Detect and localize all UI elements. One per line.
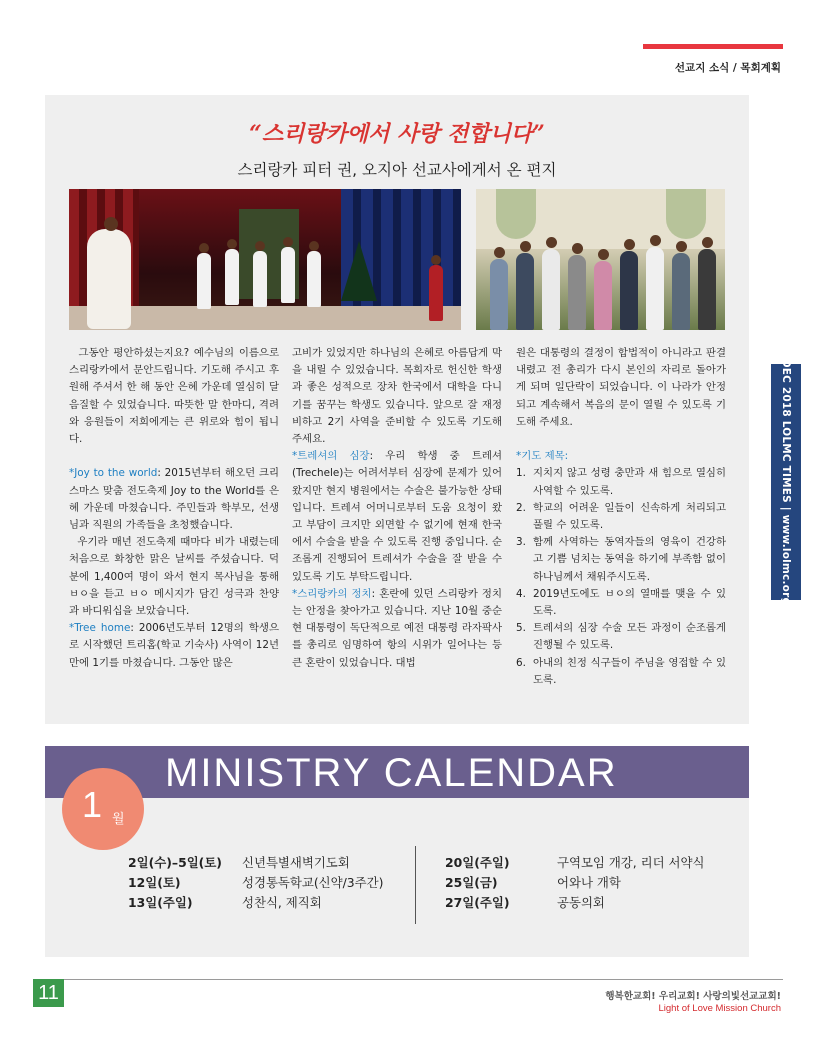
photo-group-person — [490, 259, 508, 330]
photo-performer-head — [255, 241, 265, 251]
side-tab-text: DEC 2018 LOLMC TIMES | www.lolmc.org — [780, 358, 792, 606]
photo-group-person — [516, 253, 534, 330]
tree-paragraph — [69, 620, 279, 672]
rain-text: 우기라 매년 전도축제 때마다 비가 내렸는데 처음으로 화창한 맑은 날씨를 주셨습니다. 덕분에 1,400여 명이 와서 현지 목사님을 통해 ㅂㅇ을 듣고 ㅂㅇ 메시지가 담긴 성극과 찬양과 바디워십을 보았습니다. — [69, 536, 280, 618]
photo-group-person — [672, 253, 690, 330]
calendar-date: 20일(주일) — [445, 855, 510, 870]
tree-continued: 고비가 있었지만 하나님의 은혜로 아름답게 막을 내릴 수 있었습니다. 목회자로 헌신한 학생과 좋은 성적으로 장차 한국에서 대학을 다니기를 꿈꾸는 학생도 있습니다. 앞으로 잘 재정비하고 2기 사역을 준비할 수 있도록 기도해 주세요. — [292, 347, 502, 446]
calendar-divider — [415, 846, 416, 924]
politics-heading: *스리랑카의 정치 — [292, 587, 372, 600]
tree-heading: *Tree home — [69, 622, 131, 635]
calendar-event: 성찬식, 제직회 — [242, 895, 322, 910]
calendar-date: 2일(수)–5일(토) — [128, 855, 222, 870]
photo-group-head — [572, 243, 583, 254]
politics-text: : 혼란에 있던 스리랑카 정치는 안정을 찾아가고 있습니다. 지난 10월 중순 현 대통령이 독단적으로 예전 대통령 라자팍사를 총리로 임명하여 항의 시위가 일어나는 등 큰 혼란이 있었습니다. 대법 — [292, 587, 503, 669]
calendar-title: MINISTRY CALENDAR — [165, 751, 618, 795]
joy-paragraph — [69, 465, 279, 534]
photo-performer-head — [199, 243, 209, 253]
rain-paragraph — [69, 534, 279, 620]
prayer-item: 6. 아내의 친정 식구들이 주님을 영접할 수 있도록. — [516, 656, 726, 686]
photo-group-head — [702, 237, 713, 248]
photo-group-head — [494, 247, 505, 258]
calendar-banner — [45, 746, 749, 798]
intro-paragraph — [69, 345, 279, 448]
photo-performer-head — [283, 237, 293, 247]
photo-group-person — [594, 261, 612, 330]
prayer-item: 4. 2019년도에도 ㅂㅇ의 열매를 맺을 수 있도록. — [516, 587, 726, 618]
photo-performer — [253, 251, 267, 307]
photo-performer — [225, 249, 239, 305]
prayer-title: *기도 제목: — [516, 450, 569, 463]
month-badge — [62, 768, 144, 850]
article-column-3 — [516, 345, 726, 689]
calendar-event: 신년특별새벽기도회 — [242, 855, 350, 870]
calendar-date: 25일(금) — [445, 875, 498, 890]
prayer-item: 2. 학교의 어려운 일들이 신속하게 처리되고 풀릴 수 있도록. — [516, 501, 726, 532]
calendar-date: 12일(토) — [128, 875, 181, 890]
ministry-calendar — [45, 746, 749, 957]
heart-heading: *트레셔의 심장 — [292, 450, 370, 463]
photo-dancer-head — [104, 217, 118, 231]
group-photo — [476, 189, 725, 330]
prayer-list — [516, 465, 726, 689]
prayer-item: 1. 지치지 않고 성령 충만과 새 힘으로 열심히 사역할 수 있도록. — [516, 467, 726, 497]
article-title: “스리랑카에서 사랑 전합니다” — [249, 121, 545, 147]
photo-performer-head — [227, 239, 237, 249]
month-unit: 월 — [112, 812, 125, 827]
photo-speaker-head — [431, 255, 441, 265]
heart-paragraph — [292, 448, 502, 586]
calendar-event: 구역모임 개강, 리더 서약식 — [557, 855, 705, 870]
photo-group-person — [620, 251, 638, 330]
photo-group-head — [598, 249, 609, 260]
photo-group-person — [542, 249, 560, 330]
calendar-event: 어와나 개학 — [557, 875, 621, 890]
prayer-item: 3. 함께 사역하는 동역자들의 영육이 건강하고 기쁨 넘치는 동역을 하기에 부족함 없이 하나님께서 채워주시도록. — [516, 536, 726, 583]
photo-group-head — [520, 241, 531, 252]
joy-text: : 2015년부터 해오던 크리스마스 맞춤 전도축제 Joy to the World를 은혜 가운데 마쳤습니다. 주민들과 학부모, 선생님과 직원의 가족들을 초청했습니다. — [69, 467, 279, 532]
month-number: 1 — [82, 784, 103, 825]
photo-arch — [666, 189, 706, 239]
photo-arch — [496, 189, 536, 239]
photo-performer-head — [309, 241, 319, 251]
photo-group-head — [546, 237, 557, 248]
calendar-event: 성경통독학교(신약/3주간) — [242, 875, 384, 890]
photo-christmas-tree — [341, 241, 377, 301]
joy-heading: *Joy to the world — [69, 467, 158, 480]
heart-text: : 우리 학생 중 트레셔(Trechele)는 어려서부터 심장에 문제가 있어왔지만 현지 병원에서는 수술은 불가능한 상태입니다. 트레셔 어머니로부터 도움 요청이 왔고 부담이 크지만 외면할 수 없기에 현재 한국에서 수술을 받을 수 있도록 진행 중입니다. 순조롭게 진행되어 트레셔가 수술을 잘 받을 수 있도록 기도 부탁드립니다. — [292, 450, 502, 583]
calendar-date: 27일(주일) — [445, 895, 510, 910]
photo-performer — [281, 247, 295, 303]
footer-slogan: 행복한교회! 우리교회! 사랑의빛선교교회! — [605, 991, 781, 1002]
article-subtitle: 스리랑카 피터 권, 오지아 선교사에게서 온 편지 — [237, 161, 557, 179]
section-label: 선교지 소식 / 목회계획 — [674, 62, 781, 74]
politics-continued: 원은 대통령의 결정이 합법적이 아니라고 판결 내렸고 전 총리가 다시 본인의 자리로 돌아가게 되며 일단락이 되었습니다. 이 나라가 안정되고 계속해서 복음의 문이 열릴 수 있도록 기도해 주세요. — [516, 347, 726, 428]
politics-paragraph — [292, 586, 502, 672]
side-tab — [771, 358, 801, 606]
page-number: 11 — [33, 979, 64, 1007]
footer-divider — [33, 979, 783, 980]
photo-dancer — [87, 229, 131, 329]
photo-speaker — [429, 265, 443, 321]
intro-text: 그동안 평안하셨는지요? 예수님의 이름으로 스리랑카에서 문안드립니다. 기도해 주시고 후원해 주셔서 한 해 동안 은혜 가운데 열심히 달음질할 수 있었습니다. 따뜻한 말 한마디, 격려와 응원들이 저희에게는 큰 위로와 힘이 됩니다. — [69, 347, 279, 446]
article-column-2 — [292, 345, 502, 672]
photo-group-head — [650, 235, 661, 246]
prayer-item: 5. 트레셔의 심장 수술 모든 과정이 순조롭게 진행될 수 있도록. — [516, 622, 726, 652]
article-column-1 — [69, 345, 279, 672]
calendar-date: 13일(주일) — [128, 895, 193, 910]
photo-group-head — [676, 241, 687, 252]
photo-group-person — [568, 255, 586, 330]
footer-church-name: Light of Love Mission Church — [658, 1003, 781, 1014]
stage-performance-photo — [69, 189, 461, 330]
tree-text: : 2006년도부터 12명의 학생으로 시작했던 트리홈(학교 기숙사) 사역이 12년 만에 1기를 마쳤습니다. 그동안 많은 — [69, 622, 279, 669]
calendar-event: 공동의회 — [557, 895, 605, 910]
photo-group-head — [624, 239, 635, 250]
letter-section — [45, 95, 749, 724]
photo-group-person — [646, 247, 664, 330]
photo-group-person — [698, 249, 716, 330]
photo-performer — [197, 253, 211, 309]
photo-performer — [307, 251, 321, 307]
header-accent-bar — [643, 44, 783, 49]
